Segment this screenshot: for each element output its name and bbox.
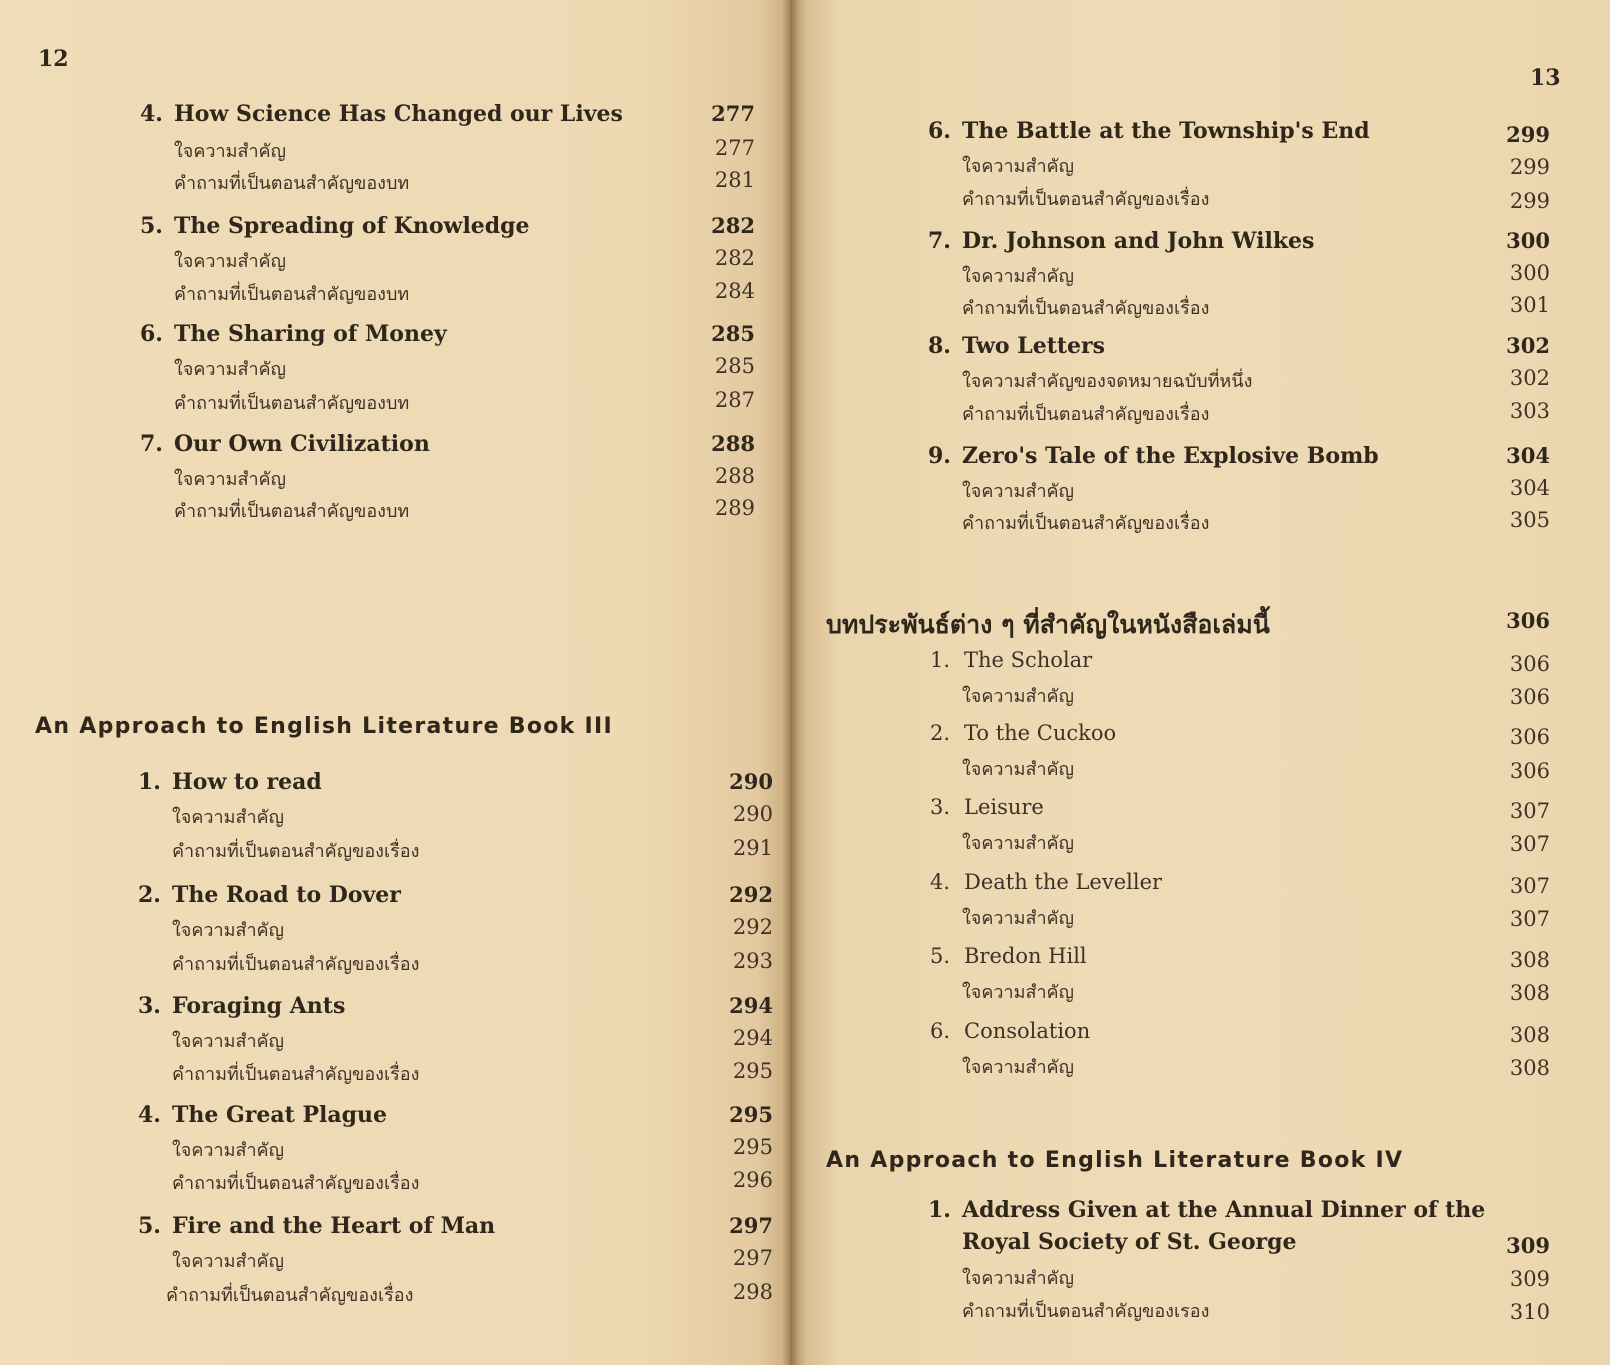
entry-sub-page: 287 (714, 388, 755, 412)
entry-sub-page: 306 (1509, 759, 1550, 783)
entry-sub-page: 298 (732, 1280, 773, 1304)
entry-sub-page: 277 (714, 136, 755, 160)
entry-number: 1. (928, 1197, 951, 1223)
section-heading-book-3: An Approach to English Literature Book III (35, 714, 614, 739)
entry-sub-page: 302 (1509, 366, 1550, 390)
entry-sub-label: คำถามที่เป็นตอนสำคัญของบท (174, 501, 410, 522)
entry-number: 8. (928, 333, 951, 359)
entry-sub-label: ใจความสำคัญ (962, 759, 1074, 780)
entry-number: 5. (930, 944, 951, 968)
entry-sub-page: 295 (732, 1135, 773, 1159)
entry-sub-label: คำถามที่เป็นตอนสำคัญของบท (174, 393, 410, 414)
entry-title: Consolation (964, 1019, 1091, 1043)
entry-title: Two Letters (962, 333, 1105, 359)
entry-sub-label: คำถามที่เป็นตอนสำคัญของเรื่อง (172, 1064, 420, 1085)
entry-title: Zero's Tale of the Explosive Bomb (962, 443, 1379, 469)
entry-sub-page: 306 (1509, 685, 1550, 709)
entry-number: 7. (928, 228, 951, 254)
entry-page: 304 (1506, 443, 1550, 468)
entry-title: To the Cuckoo (964, 721, 1117, 745)
entry-title: Fire and the Heart of Man (172, 1213, 496, 1239)
entry-sub-page: 301 (1509, 293, 1550, 317)
entry-number: 7. (140, 431, 163, 457)
entry-page: 302 (1506, 333, 1550, 358)
entry-sub-page: 297 (732, 1246, 773, 1270)
entry-sub-label: ใจความสำคัญ (172, 1140, 284, 1161)
entry-sub-page: 292 (732, 915, 773, 939)
entry-sub-page: 299 (1509, 189, 1550, 213)
page-number-right: 13 (1530, 65, 1561, 91)
entry-sub-label: ใจความสำคัญ (174, 359, 286, 380)
entry-sub-page: 303 (1509, 399, 1550, 423)
entry-sub-label: ใจความสำคัญ (962, 1057, 1074, 1078)
entry-title: How to read (172, 769, 322, 795)
entry-sub-page: 307 (1509, 832, 1550, 856)
entry-title: How Science Has Changed our Lives (174, 101, 623, 127)
entry-title: Death the Leveller (964, 870, 1163, 894)
entry-title: Leisure (964, 795, 1044, 819)
entry-number: 3. (930, 795, 951, 819)
right-page (790, 0, 1610, 1365)
entry-sub-label: ใจความสำคัญ (174, 141, 286, 162)
entry-number: 6. (930, 1019, 951, 1043)
entry-title: The Battle at the Township's End (962, 118, 1370, 144)
entry-sub-label: คำถามที่เป็นตอนสำคัญของเรื่อง (962, 513, 1210, 534)
entry-sub-label: คำถามที่เป็นตอนสำคัญของเรื่อง (172, 954, 420, 975)
entry-sub-page: 304 (1509, 476, 1550, 500)
entry-title: Address Given at the Annual Dinner of the (962, 1197, 1486, 1223)
entry-page: 306 (1509, 725, 1550, 749)
page-number-left: 12 (38, 46, 69, 72)
entry-sub-label: คำถามที่เป็นตอนสำคัญของเรื่อง (166, 1285, 414, 1306)
entry-sub-label: คำถามที่เป็นตอนสำคัญของเรื่อง (172, 1173, 420, 1194)
entry-number: 5. (140, 213, 163, 239)
entry-number: 3. (138, 993, 161, 1019)
entry-sub-page: 294 (732, 1026, 773, 1050)
entry-number: 2. (930, 721, 951, 745)
entry-sub-page: 308 (1509, 981, 1550, 1005)
entry-sub-page: 291 (732, 836, 773, 860)
entry-number: 4. (138, 1102, 161, 1128)
entry-sub-label: ใจความสำคัญ (962, 481, 1074, 502)
entry-sub-page: 305 (1509, 508, 1550, 532)
entry-page: 292 (729, 882, 773, 907)
entry-sub-page: 308 (1509, 1056, 1550, 1080)
entry-number: 1. (138, 769, 161, 795)
entry-sub-label: คำถามที่เป็นตอนสำคัญของบท (174, 173, 410, 194)
entry-sub-page: 310 (1509, 1300, 1550, 1324)
entry-sub-label: ใจความสำคัญ (962, 1268, 1074, 1289)
left-page (0, 0, 790, 1365)
entry-sub-label: ใจความสำคัญ (962, 982, 1074, 1003)
entry-title: Foraging Ants (172, 993, 346, 1019)
entry-sub-label: ใจความสำคัญ (962, 156, 1074, 177)
entry-sub-label: คำถามที่เป็นตอนสำคัญของเรื่อง (962, 298, 1210, 319)
entry-sub-label: คำถามที่เป็นตอนสำคัญของเรื่อง (172, 841, 420, 862)
entry-title: The Sharing of Money (174, 321, 447, 347)
entry-title: The Great Plague (172, 1102, 388, 1128)
entry-title: Bredon Hill (964, 944, 1087, 968)
entry-number: 9. (928, 443, 951, 469)
entry-sub-page: 290 (732, 802, 773, 826)
entry-sub-page: 296 (732, 1168, 773, 1192)
entry-sub-label: ใจความสำคัญของจดหมายฉบับที่หนึ่ง (962, 371, 1253, 392)
entry-sub-page: 293 (732, 949, 773, 973)
entry-number: 4. (930, 870, 951, 894)
entry-sub-label: ใจความสำคัญ (172, 1031, 284, 1052)
entry-sub-page: 284 (714, 279, 755, 303)
entry-sub-label: ใจความสำคัญ (174, 251, 286, 272)
entry-sub-page: 309 (1509, 1267, 1550, 1291)
entry-sub-label: คำถามที่เป็นตอนสำคัญของเรอง (962, 1301, 1210, 1322)
entry-sub-page: 281 (714, 168, 755, 192)
entry-page: 307 (1509, 799, 1550, 823)
entry-sub-label: ใจความสำคัญ (962, 908, 1074, 929)
section-heading-page: 306 (1506, 608, 1550, 633)
entry-page: 295 (729, 1102, 773, 1127)
entry-title: The Scholar (964, 648, 1093, 672)
entry-title: The Spreading of Knowledge (174, 213, 530, 239)
entry-number: 2. (138, 882, 161, 908)
entry-sub-label: ใจความสำคัญ (962, 833, 1074, 854)
entry-sub-page: 307 (1509, 907, 1550, 931)
entry-sub-page: 295 (732, 1059, 773, 1083)
entry-page: 308 (1509, 948, 1550, 972)
entry-page: 285 (711, 321, 755, 346)
entry-title-continued: Royal Society of St. George (962, 1229, 1297, 1255)
entry-sub-label: คำถามที่เป็นตอนสำคัญของเรื่อง (962, 404, 1210, 425)
entry-number: 6. (928, 118, 951, 144)
entry-page: 294 (729, 993, 773, 1018)
entry-page: 309 (1506, 1233, 1550, 1258)
entry-sub-page: 289 (714, 496, 755, 520)
entry-page: 297 (729, 1213, 773, 1238)
section-heading-poems: บทประพันธ์ต่าง ๆ ที่สำคัญในหนังสือเล่มนี้ (826, 610, 1270, 639)
entry-page: 307 (1509, 874, 1550, 898)
entry-sub-label: ใจความสำคัญ (962, 686, 1074, 707)
entry-page: 308 (1509, 1023, 1550, 1047)
entry-sub-page: 285 (714, 354, 755, 378)
entry-page: 288 (711, 431, 755, 456)
entry-sub-page: 282 (714, 246, 755, 270)
entry-sub-page: 300 (1509, 261, 1550, 285)
entry-sub-label: ใจความสำคัญ (172, 920, 284, 941)
entry-number: 1. (930, 648, 951, 672)
entry-title: Dr. Johnson and John Wilkes (962, 228, 1315, 254)
entry-number: 5. (138, 1213, 161, 1239)
entry-number: 4. (140, 101, 163, 127)
entry-page: 290 (729, 769, 773, 794)
entry-sub-label: ใจความสำคัญ (172, 807, 284, 828)
entry-page: 299 (1506, 122, 1550, 147)
entry-page: 300 (1506, 228, 1550, 253)
entry-page: 306 (1509, 652, 1550, 676)
section-heading-book-4: An Approach to English Literature Book IV (826, 1148, 1404, 1173)
entry-number: 6. (140, 321, 163, 347)
book-gutter (782, 0, 798, 1365)
entry-sub-label: ใจความสำคัญ (962, 266, 1074, 287)
entry-sub-label: คำถามที่เป็นตอนสำคัญของเรื่อง (962, 189, 1210, 210)
entry-title: The Road to Dover (172, 882, 401, 908)
entry-title: Our Own Civilization (174, 431, 430, 457)
entry-sub-label: ใจความสำคัญ (172, 1251, 284, 1272)
entry-page: 277 (711, 101, 755, 126)
entry-sub-label: คำถามที่เป็นตอนสำคัญของบท (174, 284, 410, 305)
entry-sub-label: ใจความสำคัญ (174, 469, 286, 490)
entry-sub-page: 288 (714, 464, 755, 488)
entry-sub-page: 299 (1509, 155, 1550, 179)
entry-page: 282 (711, 213, 755, 238)
